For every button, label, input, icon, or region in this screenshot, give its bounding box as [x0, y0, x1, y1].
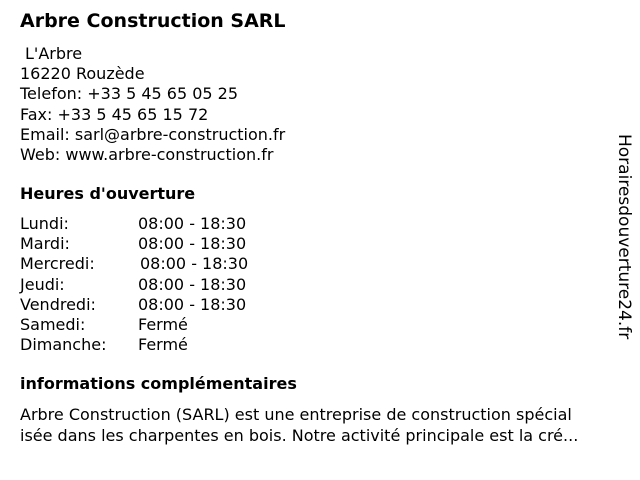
- hours-time: 08:00 - 18:30: [140, 254, 249, 274]
- hours-time: Fermé: [138, 335, 188, 355]
- web-line: Web: www.arbre-construction.fr: [20, 144, 274, 164]
- hours-time: 08:00 - 18:30: [138, 214, 247, 233]
- hours-day: Mercredi:: [20, 254, 95, 274]
- hours-day: Lundi:: [20, 214, 69, 233]
- hours-time: 08:00 - 18:30: [138, 234, 247, 254]
- hours-day: Vendredi:: [20, 294, 96, 314]
- company-description: [20, 404, 628, 446]
- hours-day: Mardi:: [20, 234, 70, 254]
- address-name: L'Arbre: [25, 44, 83, 63]
- info-heading: informations complémentaires: [20, 374, 297, 393]
- fax-line: Fax: +33 5 45 65 15 72: [20, 104, 209, 124]
- hours-time: 08:00 - 18:30: [138, 294, 247, 314]
- hours-time: 08:00 - 18:30: [138, 274, 247, 294]
- email-line: Email: sarl@arbre-construction.fr: [20, 124, 286, 144]
- hours-heading: Heures d'ouverture: [20, 184, 196, 203]
- hours-day: Dimanche:: [20, 335, 107, 355]
- address-block: [20, 44, 285, 165]
- company-name: Arbre Construction SARL: [20, 10, 286, 32]
- description-line-2: isée dans les charpentes en bois. Notre activité principale est la cré...: [20, 426, 579, 445]
- hours-time: Fermé: [138, 314, 188, 334]
- site-watermark: [612, 134, 636, 344]
- phone-line: Telefon: +33 5 45 65 05 25: [20, 84, 239, 104]
- site-watermark-text: Horairesdouverture24.fr: [614, 134, 634, 340]
- description-line-1: Arbre Construction (SARL) est une entreprise de construction spécial: [20, 405, 572, 424]
- hours-day: Samedi:: [20, 314, 86, 334]
- address-city: 16220 Rouzède: [20, 64, 145, 84]
- hours-day: Jeudi:: [20, 274, 65, 294]
